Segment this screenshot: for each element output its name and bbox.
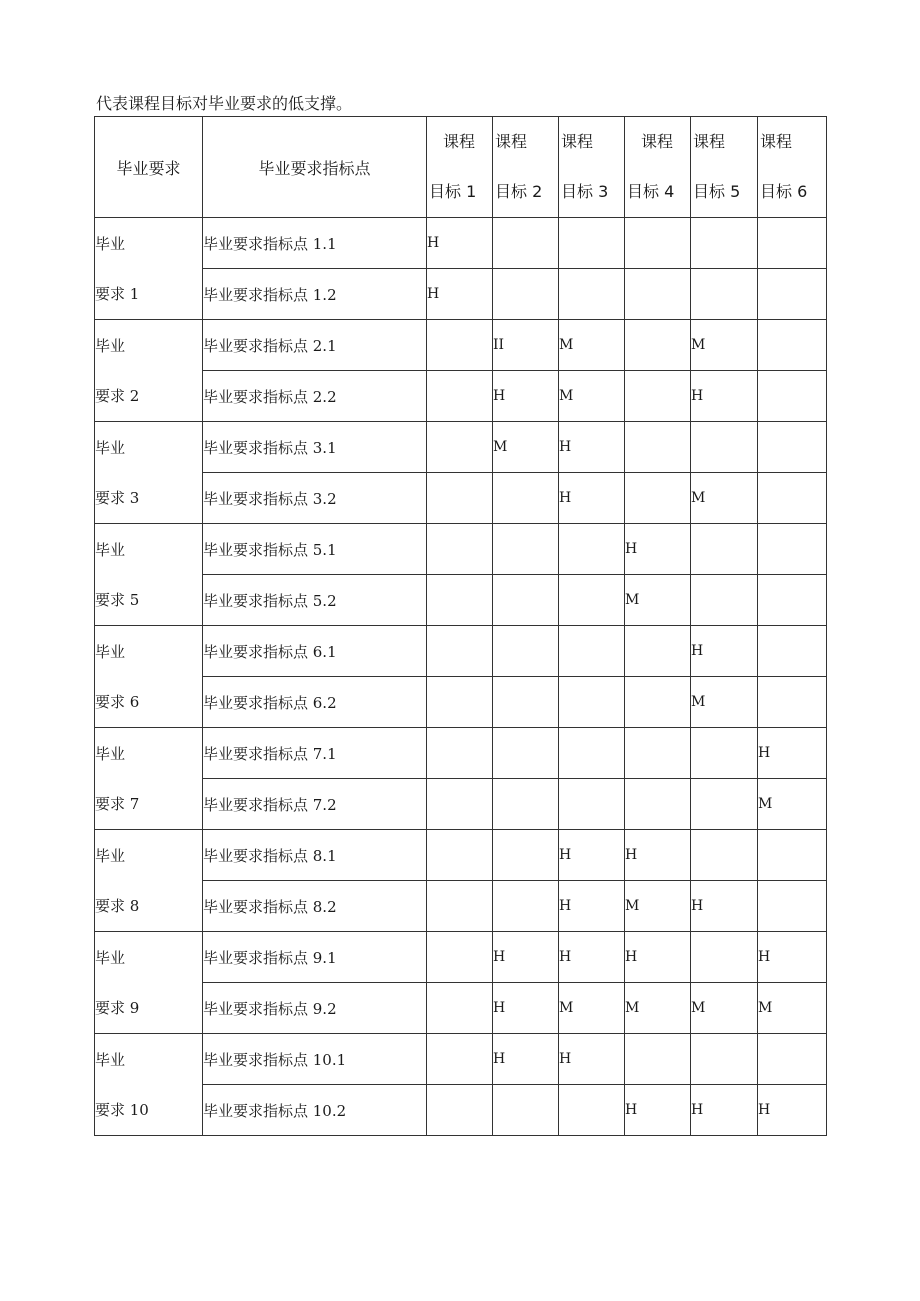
requirement-label: 要求 5 [95,575,203,626]
support-level-cell [427,320,493,371]
support-level-cell: H [493,932,559,983]
support-level-cell [559,218,625,269]
support-level-cell [625,779,691,830]
header-indicator: 毕业要求指标点 [203,117,427,218]
support-level-cell [691,524,758,575]
header-requirement: 毕业要求 [95,117,203,218]
indicator-cell: 毕业要求指标点 1.1 [203,218,427,269]
support-level-cell [427,932,493,983]
requirement-label: 毕业 [95,524,203,575]
support-level-cell: H [691,881,758,932]
support-level-cell: M [625,575,691,626]
indicator-cell: 毕业要求指标点 10.2 [203,1085,427,1136]
indicator-cell: 毕业要求指标点 3.2 [203,473,427,524]
support-level-cell [758,1034,827,1085]
support-level-cell [427,830,493,881]
header-goal-line1: 课程 [495,132,528,151]
requirement-label: 毕业 [95,1034,203,1085]
support-level-cell: H [559,881,625,932]
support-level-cell [559,728,625,779]
table-row [95,320,827,371]
table-row [95,830,827,881]
header-goal-4 [625,117,691,218]
table-header-row [95,117,827,218]
indicator-cell: 毕业要求指标点 8.2 [203,881,427,932]
support-level-cell: H [625,1085,691,1136]
table-row [95,473,827,524]
header-goal-line1: 课程 [561,132,594,151]
support-level-cell [625,677,691,728]
header-goal-line2: 目标 4 [627,182,675,201]
requirement-label: 要求 8 [95,881,203,932]
support-level-cell: M [625,881,691,932]
requirement-label: 毕业 [95,320,203,371]
support-level-cell [691,932,758,983]
support-level-cell: H [691,371,758,422]
table-row [95,1034,827,1085]
support-level-cell [493,728,559,779]
table-row [95,779,827,830]
header-goal-line2: 目标 1 [429,182,477,201]
intro-text: 代表课程目标对毕业要求的低支撑。 [96,94,353,113]
support-level-cell [758,677,827,728]
requirement-label: 要求 2 [95,371,203,422]
support-level-cell [758,881,827,932]
support-level-cell: H [493,371,559,422]
support-level-cell [493,626,559,677]
indicator-cell: 毕业要求指标点 8.1 [203,830,427,881]
support-level-cell: H [427,218,493,269]
support-level-cell: H [691,626,758,677]
indicator-cell: 毕业要求指标点 9.2 [203,983,427,1034]
support-level-cell [493,881,559,932]
header-goal-line2: 目标 2 [495,182,543,201]
requirement-label: 要求 3 [95,473,203,524]
support-level-cell: M [625,983,691,1034]
requirement-label: 毕业 [95,830,203,881]
support-level-cell [625,473,691,524]
support-level-cell: H [691,1085,758,1136]
header-goal-2 [493,117,559,218]
support-level-cell: H [559,830,625,881]
indicator-cell: 毕业要求指标点 2.1 [203,320,427,371]
header-goal-line2: 目标 5 [693,182,741,201]
indicator-cell: 毕业要求指标点 5.1 [203,524,427,575]
support-level-cell [427,881,493,932]
table-row [95,626,827,677]
requirement-label: 要求 9 [95,983,203,1034]
indicator-cell: 毕业要求指标点 3.1 [203,422,427,473]
support-level-cell [625,422,691,473]
header-goal-line1: 课程 [443,132,476,151]
table-row [95,218,827,269]
header-goal-line2: 目标 6 [760,182,808,201]
support-matrix-table [94,116,827,1136]
requirement-label: 毕业 [95,932,203,983]
support-level-cell [427,473,493,524]
support-level-cell [758,320,827,371]
header-goal-6 [758,117,827,218]
requirement-label: 要求 10 [95,1085,203,1136]
support-level-cell [427,728,493,779]
header-goal-1 [427,117,493,218]
support-level-cell [427,524,493,575]
indicator-cell: 毕业要求指标点 9.1 [203,932,427,983]
indicator-cell: 毕业要求指标点 7.1 [203,728,427,779]
table-row [95,983,827,1034]
support-level-cell [691,779,758,830]
header-goal-line1: 课程 [760,132,793,151]
support-level-cell: H [758,932,827,983]
support-level-cell [559,575,625,626]
header-goal-line1: 课程 [641,132,674,151]
table-row [95,932,827,983]
support-level-cell [625,269,691,320]
table-row [95,422,827,473]
table-row [95,524,827,575]
support-level-cell: H [625,932,691,983]
support-level-cell [758,269,827,320]
support-level-cell: M [758,779,827,830]
support-level-cell [758,371,827,422]
support-level-cell: M [758,983,827,1034]
support-level-cell [625,320,691,371]
support-level-cell [559,626,625,677]
support-level-cell: H [559,473,625,524]
indicator-cell: 毕业要求指标点 10.1 [203,1034,427,1085]
support-level-cell [691,728,758,779]
requirement-label: 毕业 [95,728,203,779]
support-level-cell: H [559,422,625,473]
table-row [95,269,827,320]
support-level-cell [758,575,827,626]
support-level-cell [493,779,559,830]
support-level-cell [427,1085,493,1136]
support-level-cell [559,269,625,320]
indicator-cell: 毕业要求指标点 2.2 [203,371,427,422]
indicator-cell: 毕业要求指标点 7.2 [203,779,427,830]
support-level-cell [758,218,827,269]
header-goal-line2: 目标 3 [561,182,609,201]
requirement-label: 毕业 [95,218,203,269]
table-row [95,728,827,779]
support-level-cell [427,626,493,677]
support-level-cell: H [758,728,827,779]
support-level-cell [493,218,559,269]
table-row [95,881,827,932]
support-level-cell: H [625,524,691,575]
support-level-cell [427,1034,493,1085]
support-level-cell: H [427,269,493,320]
requirement-label: 要求 7 [95,779,203,830]
support-level-cell [493,575,559,626]
support-level-cell [758,524,827,575]
support-level-cell [625,1034,691,1085]
requirement-label: 要求 1 [95,269,203,320]
support-level-cell [427,677,493,728]
support-level-cell: M [559,371,625,422]
requirement-label: 要求 6 [95,677,203,728]
support-level-cell: M [691,473,758,524]
support-level-cell [559,779,625,830]
support-level-cell: M [493,422,559,473]
support-level-cell [559,677,625,728]
support-level-cell [427,422,493,473]
support-level-cell [758,626,827,677]
support-level-cell: M [559,320,625,371]
support-level-cell [493,524,559,575]
requirement-label: 毕业 [95,422,203,473]
header-goal-3 [559,117,625,218]
table-row [95,371,827,422]
support-level-cell: H [625,830,691,881]
table-body [95,218,827,1136]
support-level-cell: H [758,1085,827,1136]
support-level-cell [493,830,559,881]
support-level-cell [493,269,559,320]
support-level-cell: H [493,1034,559,1085]
support-level-cell [493,677,559,728]
table-row [95,1085,827,1136]
support-level-cell [691,269,758,320]
support-level-cell: II [493,320,559,371]
support-level-cell [625,218,691,269]
indicator-cell: 毕业要求指标点 5.2 [203,575,427,626]
support-level-cell: M [691,983,758,1034]
support-level-cell: M [559,983,625,1034]
support-level-cell [493,1085,559,1136]
support-level-cell [427,779,493,830]
support-level-cell [758,473,827,524]
support-level-cell [691,830,758,881]
header-goal-line1: 课程 [693,132,726,151]
table-row [95,575,827,626]
support-level-cell [559,524,625,575]
table-row [95,677,827,728]
support-level-cell: H [559,1034,625,1085]
support-level-cell [758,830,827,881]
support-level-cell [625,371,691,422]
header-goal-5 [691,117,758,218]
indicator-cell: 毕业要求指标点 6.1 [203,626,427,677]
support-level-cell [427,575,493,626]
support-level-cell [758,422,827,473]
support-level-cell [427,371,493,422]
support-level-cell [625,728,691,779]
support-level-cell: H [559,932,625,983]
support-level-cell [691,1034,758,1085]
support-level-cell [427,983,493,1034]
support-level-cell [691,575,758,626]
requirement-label: 毕业 [95,626,203,677]
support-level-cell [559,1085,625,1136]
support-level-cell [691,422,758,473]
support-level-cell: M [691,320,758,371]
support-level-cell: M [691,677,758,728]
indicator-cell: 毕业要求指标点 6.2 [203,677,427,728]
support-level-cell [625,626,691,677]
indicator-cell: 毕业要求指标点 1.2 [203,269,427,320]
support-level-cell [691,218,758,269]
support-level-cell: H [493,983,559,1034]
support-level-cell [493,473,559,524]
